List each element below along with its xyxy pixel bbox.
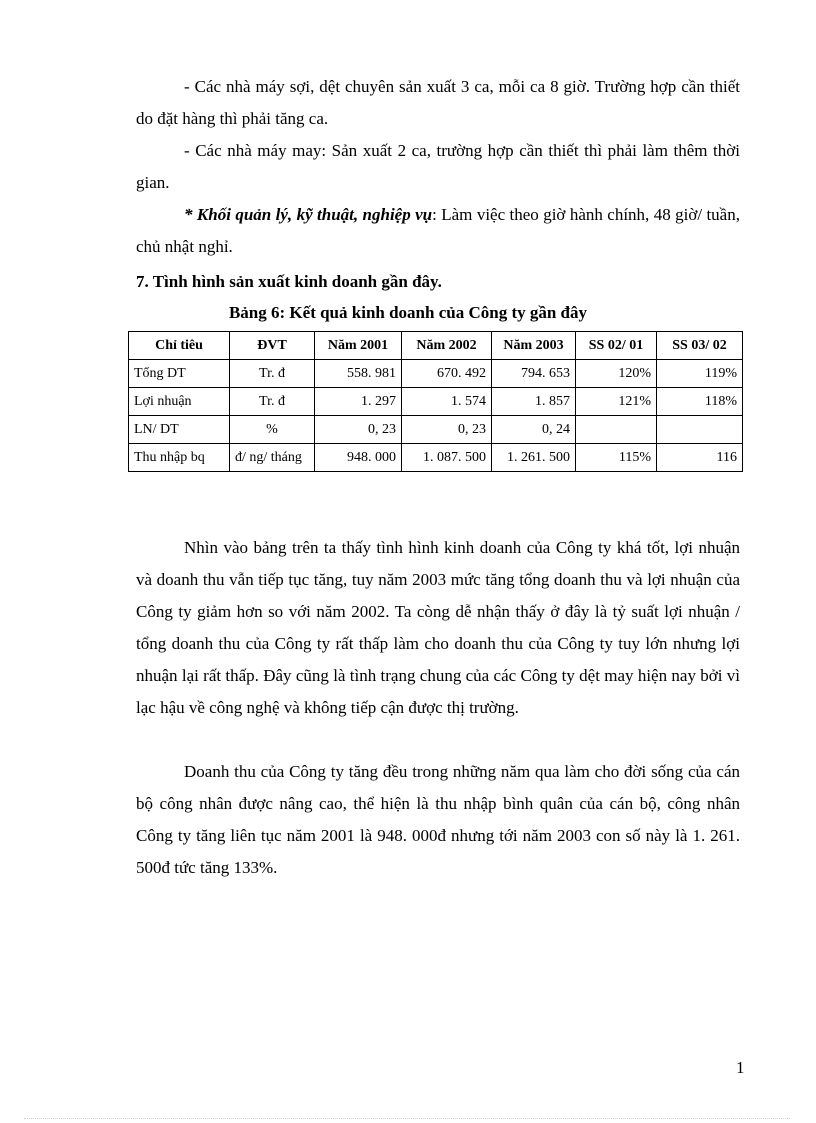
table-cell: 119% <box>657 360 743 388</box>
management-block-label: * Khối quản lý, kỹ thuật, nghiệp vụ <box>184 205 433 224</box>
table-row <box>129 444 743 472</box>
analysis-paragraph-1: Nhìn vào bảng trên ta thấy tình hình kinh doanh của Công ty khá tốt, lợi nhuận và doanh thu vẫn tiếp tục tăng, tuy năm 2003 mức tăng tổng doanh thu và lợi nhuận của Công ty giảm hơn so với năm 2002. Ta còng dễ nhận thấy ở đây là tỷ suất lợi nhuận / tổng doanh thu của Công ty rất thấp làm cho doanh thu của Công ty tuy lớn nhưng lợi nhuận lại rất thấp. Đây cũng là tình trạng chung của các Công ty dệt may hiện nay bởi vì lạc hậu về công nghệ và không tiếp cận được thị trường. <box>136 538 740 717</box>
table-row <box>129 360 743 388</box>
table-cell: 1. 087. 500 <box>402 444 492 472</box>
table-cell: 116 <box>657 444 743 472</box>
table-header-row <box>129 332 743 360</box>
table-cell: 121% <box>576 388 657 416</box>
table-header: ĐVT <box>230 332 315 360</box>
table-cell: 948. 000 <box>315 444 402 472</box>
table-header: Năm 2001 <box>315 332 402 360</box>
table-cell: Tr. đ <box>230 388 315 416</box>
table-cell: 1. 297 <box>315 388 402 416</box>
table-header: SS 03/ 02 <box>657 332 743 360</box>
table-cell: 0, 24 <box>492 416 576 444</box>
analysis-paragraph-2: Doanh thu của Công ty tăng đều trong những năm qua làm cho đời sống của cán bộ công nhân được nâng cao, thể hiện là thu nhập bình quân của cán bộ, công nhân Công ty tăng liên tục năm 2001 là 948. 000đ nhưng tới năm 2003 con số này là 1. 261. 500đ tức tăng 133%. <box>136 762 740 877</box>
table-cell: Thu nhập bq <box>129 444 230 472</box>
page-number: 1 <box>736 1058 745 1077</box>
table-cell: đ/ ng/ tháng <box>230 444 315 472</box>
table-cell: Tổng DT <box>129 360 230 388</box>
business-results-table <box>128 331 743 472</box>
intro-paragraph-1: - Các nhà máy sợi, dệt chuyên sản xuất 3 ca, mỗi ca 8 giờ. Trường hợp cần thiết do đặt hàng thì phải tăng ca. <box>136 77 740 128</box>
intro-paragraph-3 <box>136 199 740 263</box>
table-cell: Tr. đ <box>230 360 315 388</box>
section-heading: 7. Tình hình sản xuất kinh doanh gần đây. <box>136 272 442 291</box>
table-cell: 558. 981 <box>315 360 402 388</box>
table-cell: Lợi nhuận <box>129 388 230 416</box>
table-cell: 118% <box>657 388 743 416</box>
table-cell: LN/ DT <box>129 416 230 444</box>
management-block-text: : Làm việc theo giờ hành chính, 48 giờ/ tuần, chủ nhật nghỉ. <box>136 205 740 256</box>
table-cell: 670. 492 <box>402 360 492 388</box>
table-header: Năm 2003 <box>492 332 576 360</box>
table-cell: 120% <box>576 360 657 388</box>
table-cell: 794. 653 <box>492 360 576 388</box>
table-cell: 0, 23 <box>315 416 402 444</box>
table-cell: 0, 23 <box>402 416 492 444</box>
page-bottom-divider <box>24 1118 790 1119</box>
table-cell: 1. 261. 500 <box>492 444 576 472</box>
table-row <box>129 388 743 416</box>
table-cell: 115% <box>576 444 657 472</box>
table-cell <box>576 416 657 444</box>
table-title: Bảng 6: Kết quả kinh doanh của Công ty gần đây <box>228 303 588 322</box>
table-cell <box>657 416 743 444</box>
table-cell: 1. 857 <box>492 388 576 416</box>
table-cell: 1. 574 <box>402 388 492 416</box>
table-header: SS 02/ 01 <box>576 332 657 360</box>
table-header: Năm 2002 <box>402 332 492 360</box>
table-row <box>129 416 743 444</box>
table-header: Chỉ tiêu <box>129 332 230 360</box>
intro-paragraph-2: - Các nhà máy may: Sản xuất 2 ca, trường hợp cần thiết thì phải làm thêm thời gian. <box>136 141 740 192</box>
table-cell: % <box>230 416 315 444</box>
